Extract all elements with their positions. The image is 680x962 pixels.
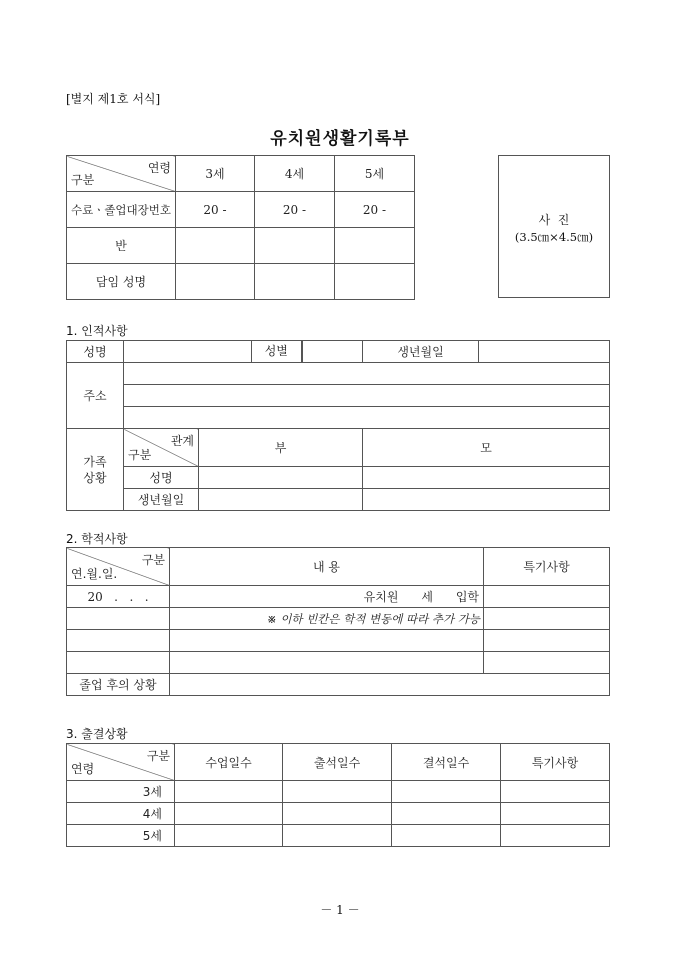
address-line-2[interactable]	[124, 385, 610, 407]
class-cell-3[interactable]	[176, 228, 255, 264]
teacher-cell-5[interactable]	[335, 264, 415, 300]
date-cell-3[interactable]	[67, 630, 170, 652]
form-label: [별지 제1호 서식]	[66, 92, 161, 106]
attendance-header-bottom: 연령	[71, 762, 95, 776]
teacher-cell-4[interactable]	[255, 264, 335, 300]
date-cell-2[interactable]	[67, 608, 170, 630]
gender-field[interactable]	[303, 341, 363, 363]
content-header: 내 용	[170, 548, 484, 586]
number-value-5: 20 -	[335, 192, 415, 228]
att-4-notes[interactable]	[501, 803, 610, 825]
attendance-notes-header: 특기사항	[501, 744, 610, 781]
address-line-1[interactable]	[124, 363, 610, 385]
attendance-header-cell	[67, 744, 175, 781]
after-grad-label: 졸업 후의 상황	[67, 674, 170, 696]
section-3-title: 3. 출결상황	[66, 727, 128, 741]
age-3-header: 3세	[176, 156, 255, 192]
att-5-class[interactable]	[175, 825, 283, 847]
family-name-label: 성명	[124, 467, 199, 489]
enrollment-table	[66, 547, 610, 696]
address-label: 주소	[67, 363, 124, 429]
first-date: 20 . . .	[67, 586, 170, 608]
class-row-label: 반	[67, 228, 176, 264]
notes-header: 특기사항	[484, 548, 610, 586]
att-5-absent[interactable]	[392, 825, 501, 847]
section-2-title: 2. 학적사항	[66, 532, 128, 546]
mother-header: 모	[363, 429, 610, 467]
class-days-header: 수업일수	[175, 744, 283, 781]
photo-size: (3.5㎝×4.5㎝)	[514, 230, 594, 244]
family-birth-label: 생년월일	[124, 489, 199, 511]
att-3-class[interactable]	[175, 781, 283, 803]
class-cell-4[interactable]	[255, 228, 335, 264]
notes-cell-2[interactable]	[484, 608, 610, 630]
father-header: 부	[199, 429, 363, 467]
first-notes[interactable]	[484, 586, 610, 608]
teacher-row-label: 담임 성명	[67, 264, 176, 300]
enrollment-header-top: 구분	[141, 553, 165, 567]
after-grad-field[interactable]	[170, 674, 610, 696]
att-3-present[interactable]	[283, 781, 392, 803]
age-header-cell	[67, 156, 176, 192]
age-5-header: 5세	[335, 156, 415, 192]
family-label: 가족 상황	[67, 429, 124, 511]
gender-label: 성별	[251, 341, 303, 362]
family-header-bottom: 구분	[128, 448, 152, 462]
attendance-row-3: 3세	[67, 781, 175, 803]
absent-days-header: 결석일수	[392, 744, 501, 781]
photo-label: 사 진	[538, 213, 570, 227]
father-birth-field[interactable]	[199, 489, 363, 511]
att-3-notes[interactable]	[501, 781, 610, 803]
section-1-title: 1. 인적사항	[66, 324, 128, 338]
mother-name-field[interactable]	[363, 467, 610, 489]
category-header-bottom: 구분	[71, 173, 95, 187]
address-line-3[interactable]	[124, 407, 610, 429]
enrollment-header-bottom: 연.월.일.	[71, 567, 118, 581]
attendance-header-top: 구분	[146, 749, 170, 763]
att-3-absent[interactable]	[392, 781, 501, 803]
name-field[interactable]	[124, 341, 251, 363]
date-cell-4[interactable]	[67, 652, 170, 674]
first-content: 유치원 세 입학	[170, 586, 484, 608]
att-5-notes[interactable]	[501, 825, 610, 847]
father-name-field[interactable]	[199, 467, 363, 489]
content-cell-4[interactable]	[170, 652, 484, 674]
att-4-absent[interactable]	[392, 803, 501, 825]
att-4-present[interactable]	[283, 803, 392, 825]
attendance-table	[66, 743, 610, 847]
name-label: 성명	[67, 341, 124, 363]
notes-cell-4[interactable]	[484, 652, 610, 674]
enrollment-header-cell	[67, 548, 170, 586]
att-5-present[interactable]	[283, 825, 392, 847]
page-title: 유치원생활기록부	[270, 129, 410, 149]
age-4-header: 4세	[255, 156, 335, 192]
photo-box[interactable]	[498, 155, 610, 298]
class-cell-5[interactable]	[335, 228, 415, 264]
mother-birth-field[interactable]	[363, 489, 610, 511]
note-line: ※ 이하 빈칸은 학적 변동에 따라 추가 가능	[170, 608, 484, 630]
number-value-4: 20 -	[255, 192, 335, 228]
attendance-row-5: 5세	[67, 825, 175, 847]
age-header-top: 연령	[147, 161, 171, 175]
age-info-table	[66, 155, 415, 300]
attendance-row-4: 4세	[67, 803, 175, 825]
personal-info-table	[66, 340, 610, 511]
content-cell-3[interactable]	[170, 630, 484, 652]
number-value-3: 20 -	[176, 192, 255, 228]
present-days-header: 출석일수	[283, 744, 392, 781]
att-4-class[interactable]	[175, 803, 283, 825]
notes-cell-3[interactable]	[484, 630, 610, 652]
birth-label: 생년월일	[363, 341, 479, 363]
teacher-cell-3[interactable]	[176, 264, 255, 300]
number-row-label: 수료ㆍ졸업대장번호	[67, 192, 176, 228]
family-header-cell	[124, 429, 199, 467]
birth-field[interactable]	[479, 341, 610, 363]
page-number: － 1 －	[320, 903, 360, 917]
family-header-top: 관계	[170, 434, 194, 448]
